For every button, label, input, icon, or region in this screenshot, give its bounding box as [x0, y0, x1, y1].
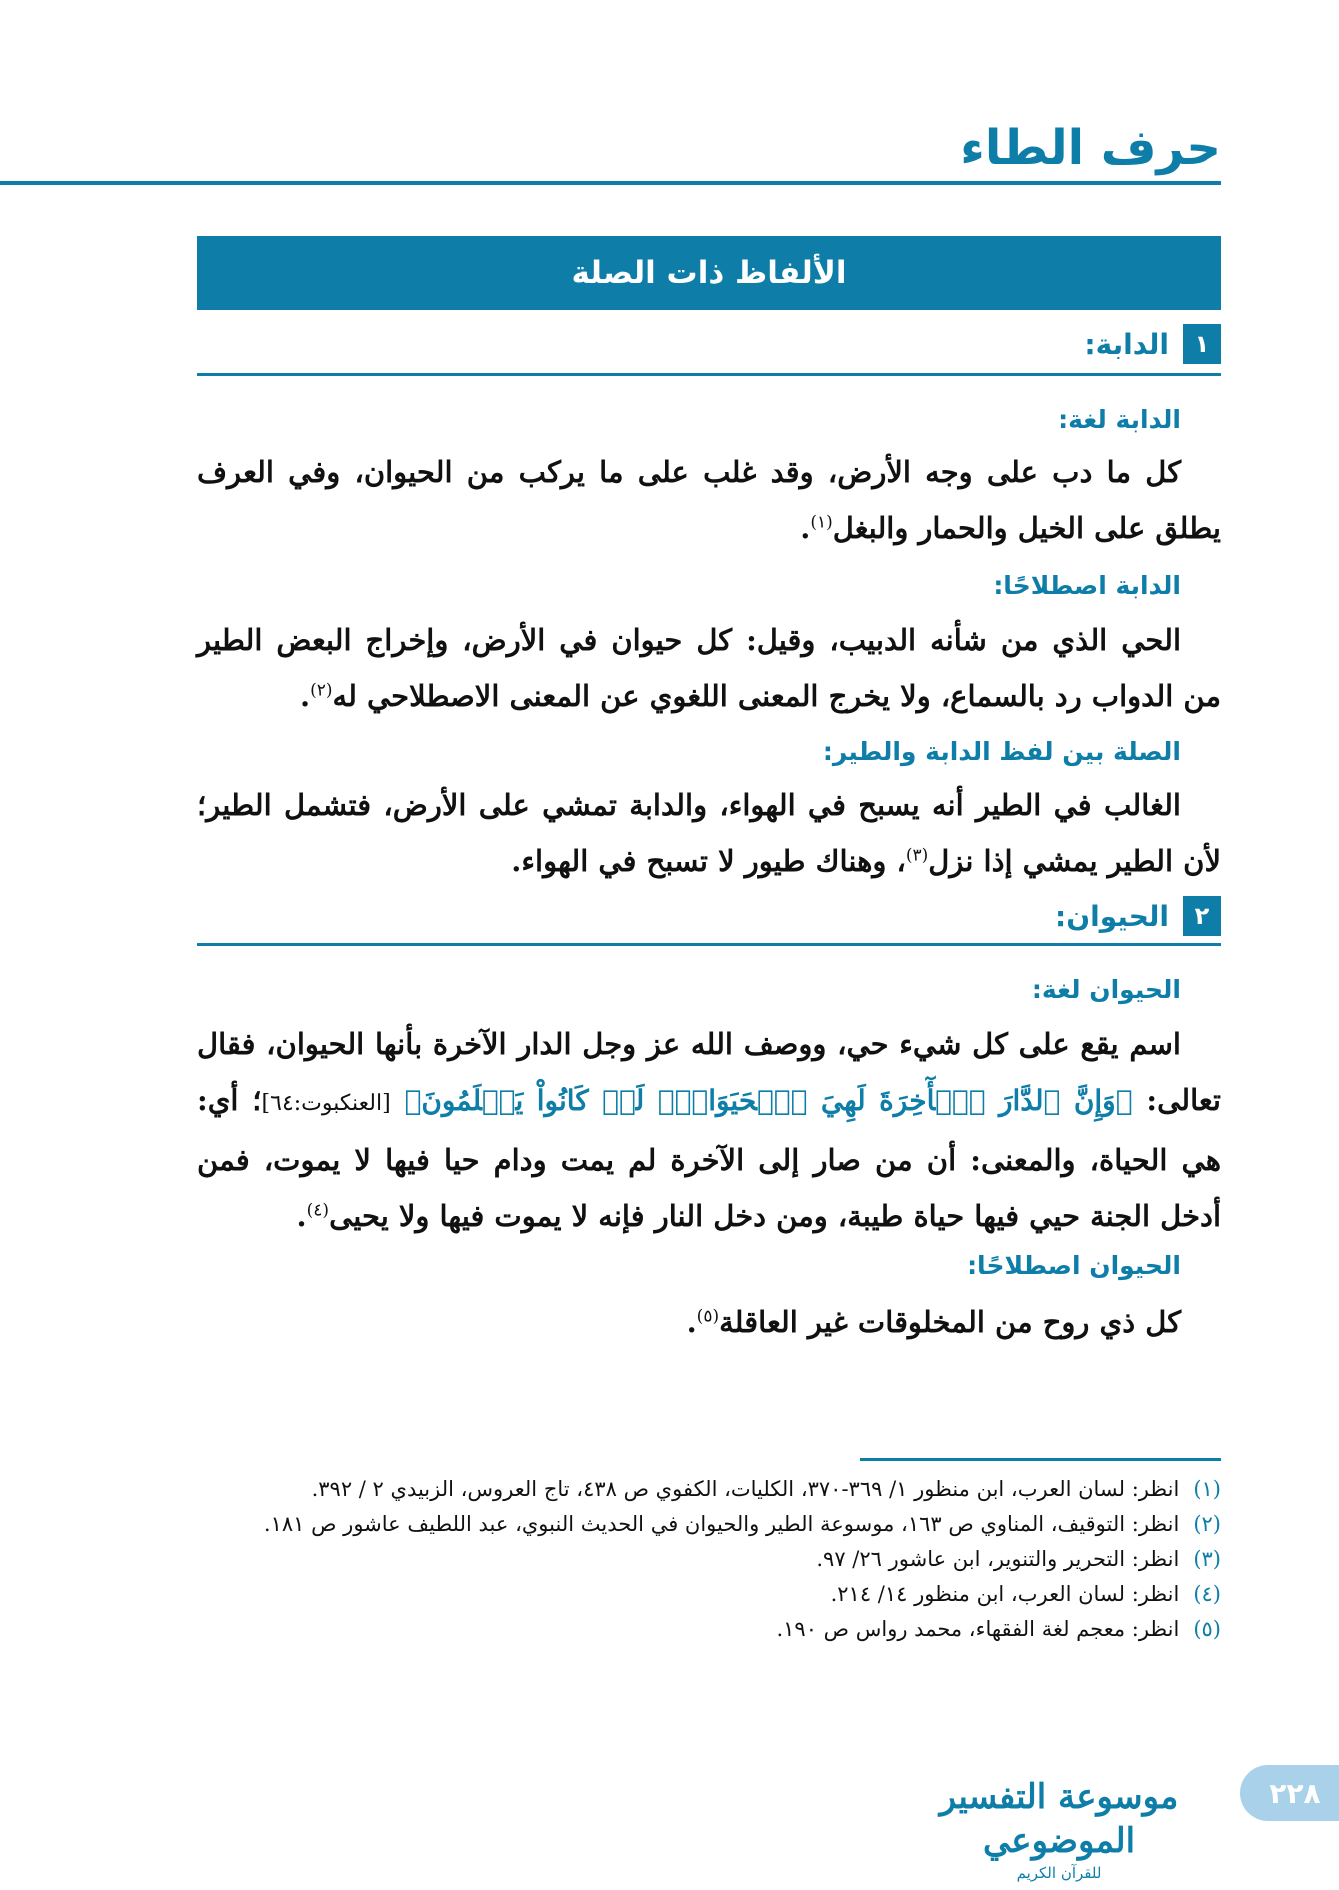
paragraph-term-definition: الحي الذي من شأنه الدبيب، وقيل: كل حيوان في الأرض، وإخراج البعض الطير من الدواب رد بالسماع، ولا يخرج المعنى اللغوي عن المعنى الاصطلاحي له$^{(٢)}$.: [197, 623, 1221, 713]
footnote-number: (٥): [1193, 1617, 1221, 1641]
chapter-title: حرف الطاء: [960, 120, 1221, 176]
footnote-item: [197, 1542, 1221, 1577]
footnote-number: (١): [1193, 1477, 1221, 1501]
paragraph-lang-definition: كل ما دب على وجه الأرض، وقد غلب على ما يركب من الحيوان، وفي العرف يطلق على الخيل والحمار والبغل$^{(١)}$.: [197, 455, 1221, 545]
term-heading-2: [197, 894, 1221, 938]
paragraph-lang-definition: اسم يقع على كل شيء حي، ووصف الله عز وجل الدار الآخرة بأنها الحيوان، فقال تعالى: ﴿وَإِنَّ ٱلدَّارَ ٱلۡأٓخِرَةَ لَهِيَ ٱلۡحَيَوَانُۚ لَوۡ كَانُواْ يَعۡلَمُونَ﴾ [العنكبوت:٦٤]؛ أي: هي الحياة، والمعنى: أن من صار إلى الآخرة لم يمت ودام حيا فيها لا يموت، فمن أدخل الجنة حيي فيها حياة طيبة، ومن دخل النار فإنه لا يموت فيها ولا يحيى$^{(٤)}$.: [197, 1027, 1221, 1233]
footnote-divider: [860, 1458, 1221, 1461]
term-divider: [197, 943, 1221, 946]
subheading-lang: الحيوان لغة:: [1031, 975, 1181, 1004]
section-banner: الألفاظ ذات الصلة: [197, 236, 1221, 310]
term-divider: [197, 373, 1221, 376]
footnote-number: (٢): [1193, 1512, 1221, 1536]
paragraph-relation: الغالب في الطير أنه يسبح في الهواء، والدابة تمشي على الأرض، فتشمل الطير؛ لأن الطير يمشي إذا نزل$^{(٣)}$، وهناك طيور لا تسبح في الهواء.: [197, 788, 1221, 878]
footnote-item: [197, 1507, 1221, 1542]
subheading-lang: الدابة لغة:: [1058, 405, 1181, 434]
footnote-ref[interactable]: (٢): [310, 680, 333, 701]
term-number-badge: ٢: [1183, 896, 1221, 936]
subheading-relation: الصلة بين لفظ الدابة والطير:: [822, 737, 1181, 766]
footnote-ref[interactable]: (٤): [306, 1200, 330, 1221]
term-label: الدابة:: [1084, 327, 1169, 361]
logo-title: موسوعة التفسير الموضوعي: [939, 1777, 1179, 1861]
subheading-term: الدابة اصطلاحًا:: [993, 571, 1181, 600]
footnote-item: [197, 1577, 1221, 1612]
term-label: الحيوان:: [1055, 899, 1169, 933]
term-heading-1: [197, 322, 1221, 366]
footnotes-list: [197, 1472, 1221, 1647]
footnote-text: انظر: معجم لغة الفقهاء، محمد رواس ص ١٩٠.: [776, 1617, 1180, 1641]
footnote-ref[interactable]: (٣): [905, 845, 929, 866]
footnote-text: انظر: لسان العرب، ابن منظور ١/ ٣٦٩-٣٧٠، الكليات، الكفوي ص ٤٣٨، تاج العروس، الزبيدي ٢ / ٣٩٢.: [311, 1477, 1180, 1501]
footnote-number: (٣): [1193, 1547, 1221, 1571]
footnote-ref[interactable]: (١): [810, 512, 833, 533]
term-number-badge: ١: [1183, 324, 1221, 364]
encyclopedia-logo: [925, 1775, 1193, 1882]
quran-reference: [العنكبوت:٦٤]: [261, 1091, 391, 1116]
footnote-text: انظر: التحرير والتنوير، ابن عاشور ٢٦/ ٩٧.: [816, 1547, 1180, 1571]
paragraph-term-definition: كل ذي روح من المخلوقات غير العاقلة$^{(٥)}$.: [686, 1305, 1181, 1339]
footnote-item: [197, 1472, 1221, 1507]
footnote-text: انظر: لسان العرب، ابن منظور ١٤/ ٢١٤.: [830, 1582, 1180, 1606]
chapter-divider: [0, 181, 1221, 185]
footnote-item: [197, 1612, 1221, 1647]
subheading-term: الحيوان اصطلاحًا:: [967, 1251, 1181, 1280]
footnote-text: انظر: التوقيف، المناوي ص ١٦٣، موسوعة الطير والحيوان في الحديث النبوي، عبد اللطيف عاشور ص ١٨١.: [263, 1512, 1180, 1536]
footnote-ref[interactable]: (٥): [696, 1306, 720, 1327]
footnote-number: (٤): [1193, 1582, 1221, 1606]
quran-verse: ﴿وَإِنَّ ٱلدَّارَ ٱلۡأٓخِرَةَ لَهِيَ ٱلۡحَيَوَانُۚ لَوۡ كَانُواْ يَعۡلَمُونَ﴾: [404, 1084, 1133, 1117]
page-number: ٢٢٨: [1240, 1765, 1339, 1821]
logo-subtitle: للقرآن الكريم: [1016, 1864, 1102, 1882]
